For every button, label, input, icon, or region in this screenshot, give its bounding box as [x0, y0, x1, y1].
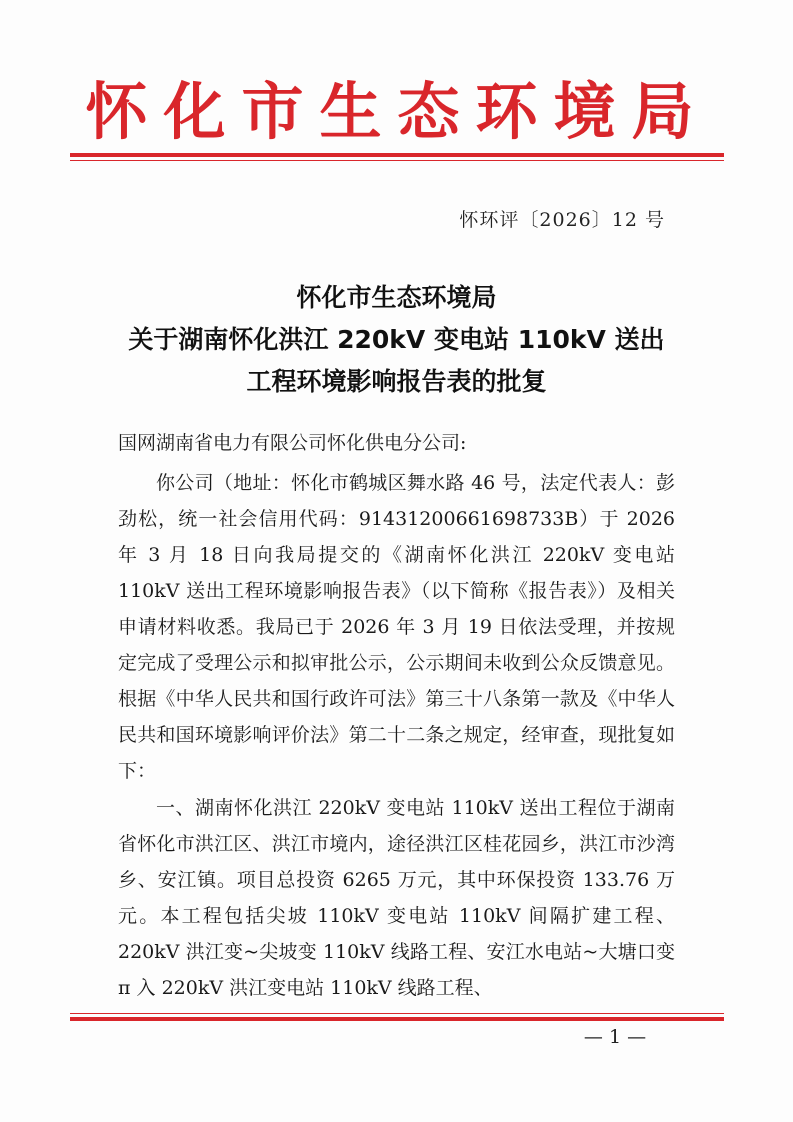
document-title-line-2: 关于湖南怀化洪江 220kV 变电站 110kV 送出	[128, 325, 665, 354]
agency-masthead: 怀化市生态环境局	[85, 75, 710, 148]
body-paragraph-item-1: 一、湖南怀化洪江 220kV 变电站 110kV 送出工程位于湖南省怀化市洪江区、洪江市境内，途径洪江区桂花园乡，洪江市沙湾乡、安江镇。项目总投资 6265 万元，其中环保投资 133.76 万元。本工程包括尖坡 110kV 变电站 110kV 间隔扩建工程、220kV 洪江变~尖坡变 110kV 线路工程、安江水电站~大塘口变 π 入 220kV 洪江变电站 110kV 线路工程、	[118, 797, 675, 999]
document-title-line-1: 怀化市生态环境局	[296, 283, 497, 312]
document-title-line-3: 工程环境影响报告表的批复	[246, 367, 547, 396]
footer-rule-thick	[70, 1017, 724, 1021]
page-number: — 1 —	[583, 1026, 647, 1048]
document-number: 怀环评〔2026〕12 号	[459, 209, 665, 231]
addressee: 国网湖南省电力有限公司怀化供电分公司:	[118, 432, 467, 454]
masthead-rule-thin	[70, 160, 724, 161]
masthead-rule-thick	[70, 153, 724, 157]
footer-rule-thin	[70, 1013, 724, 1014]
body-paragraph-intro: 你公司（地址：怀化市鹤城区舞水路 46 号，法定代表人：彭劲松，统一社会信用代码：91431200661698733B）于 2026 年 3 月 18 日向我局提交的《湖南怀化洪江 220kV 变电站 110kV 送出工程环境影响报告表》（以下简称《报告表》）及相关申请材料收悉。我局已于 2026 年 3 月 19 日依法受理，并按规定完成了受理公示和拟审批公示，公示期间未收到公众反馈意见。根据《中华人民共和国行政许可法》第三十八条第一款及《中华人民共和国环境影响评价法》第二十二条之规定，经审查，现批复如下：	[118, 472, 675, 782]
